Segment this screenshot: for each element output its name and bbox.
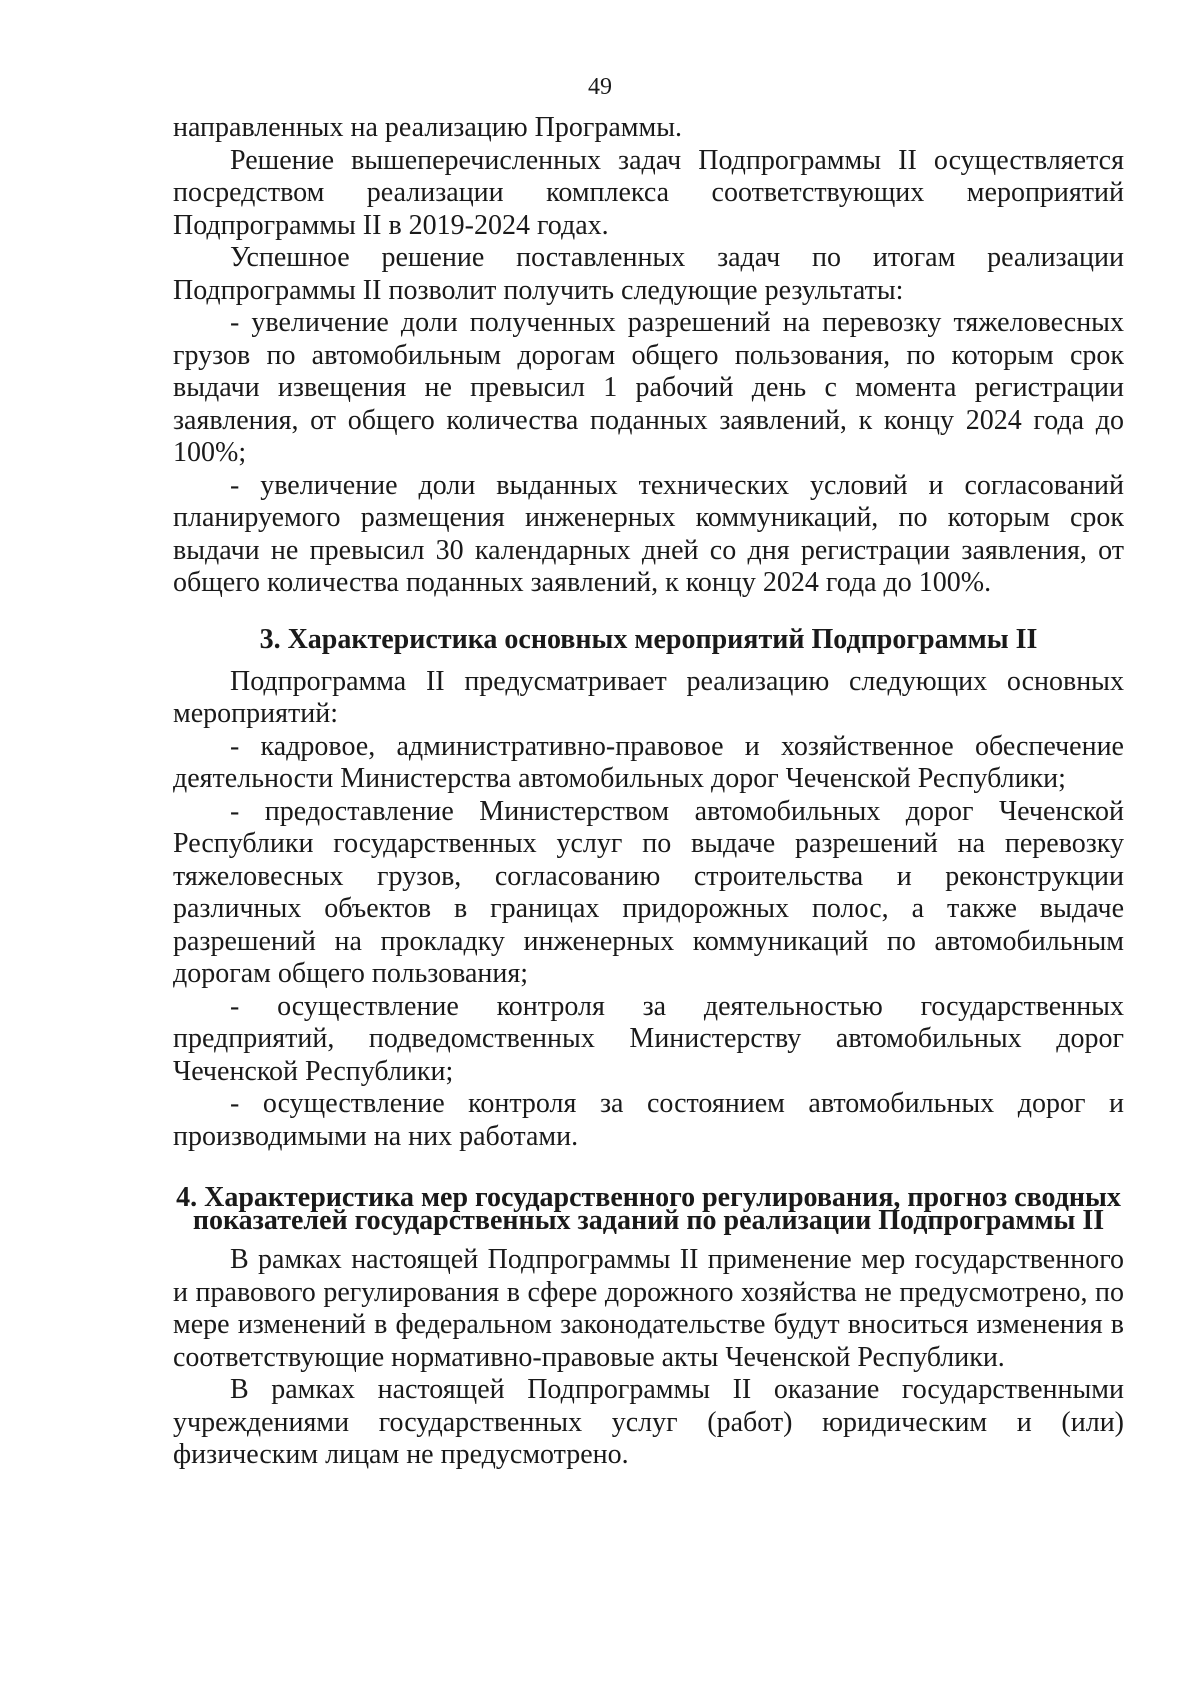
page-content <box>173 112 1124 1472</box>
list-item: - увеличение доли выданных технических условий и согласований планируемого размещения инженерных коммуникаций, по которым срок выдачи не превысил 30 календарных дней со дня регистрации заявления, от общего количества поданных заявлений, к концу 2024 года до 100%. <box>173 469 1124 598</box>
paragraph: В рамках настоящей Подпрограммы II применение мер государственного и правового регулирования в сфере дорожного хозяйства не предусмотрено, по мере изменений в федеральном законодательстве будут вноситься изменения в соответствующие нормативно-правовые акты Чеченской Республики. <box>173 1244 1124 1373</box>
list-item: - осуществление контроля за деятельностью государственных предприятий, подведомственных Министерству автомобильных дорог Чеченской Республики; <box>173 990 1124 1087</box>
page-number: 49 <box>588 74 612 100</box>
section-3-heading: 3. Характеристика основных мероприятий Подпрограммы II <box>259 623 1038 655</box>
paragraph: В рамках настоящей Подпрограммы II оказание государственными учреждениями государственных услуг (работ) юридическим и (или) физическим лицам не предусмотрено. <box>173 1374 1124 1470</box>
paragraph: Подпрограмма II предусматривает реализацию следующих основных мероприятий: <box>173 665 1124 729</box>
paragraph: Решение вышеперечисленных задач Подпрограммы II осуществляется посредством реализации комплекса соответствующих мероприятий Подпрограммы II в 2019-2024 годах. <box>173 144 1124 241</box>
list-item: - осуществление контроля за состоянием автомобильных дорог и производимыми на них работами. <box>173 1088 1124 1152</box>
list-item: - предоставление Министерством автомобильных дорог Чеченской Республики государственных услуг по выдаче разрешений на перевозку тяжеловесных грузов, согласованию строительства и реконструкции различных объектов в границах придорожных полос, а также выдаче разрешений на прокладку инженерных коммуникаций по автомобильным дорогам общего пользования; <box>173 795 1124 989</box>
list-item: - увеличение доли полученных разрешений на перевозку тяжеловесных грузов по автомобильным дорогам общего пользования, по которым срок выдачи извещения не превысил 1 рабочий день с момента регистрации заявления, от общего количества поданных заявлений, к концу 2024 года до 100%; <box>173 307 1124 468</box>
section-4-heading: 4. Характеристика мер государственного регулирования, прогноз сводных показателей государственных заданий по реализации Подпрограммы II <box>176 1182 1121 1236</box>
paragraph-continuation: направленных на реализацию Программы. <box>173 112 683 143</box>
list-item: - кадровое, административно-правовое и хозяйственное обеспечение деятельности Министерства автомобильных дорог Чеченской Республики; <box>173 730 1124 794</box>
paragraph: Успешное решение поставленных задач по итогам реализации Подпрограммы II позволит получить следующие результаты: <box>173 242 1124 306</box>
